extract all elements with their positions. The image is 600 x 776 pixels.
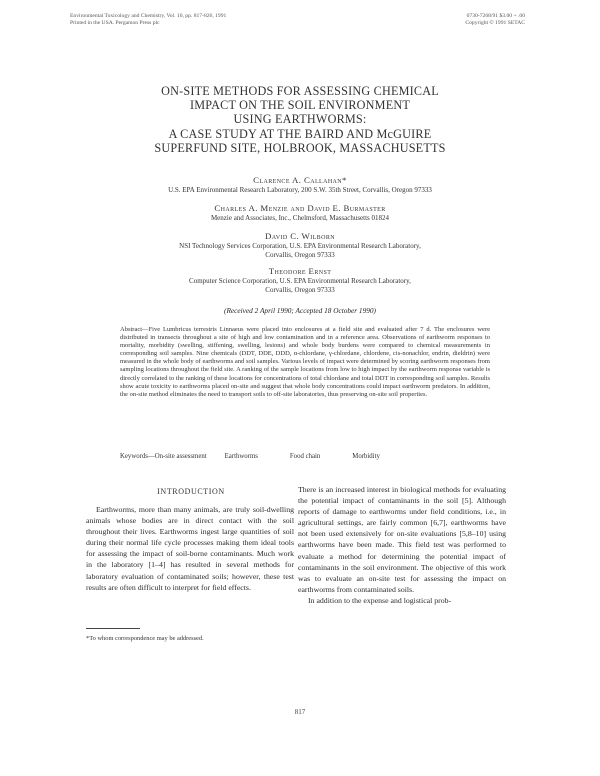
received-accepted-dates: (Received 2 April 1990; Accepted 18 October 1990) bbox=[224, 306, 376, 315]
page-number: 817 bbox=[294, 708, 306, 716]
abstract-label: Abstract bbox=[120, 326, 143, 333]
paragraph: There is an increased interest in biological methods for evaluating the potential impact of contaminants in the soil [5]. Although reports of damage to earthworms under field conditions, i.e., in agricultural settings, are fairly common [6,7], earthworms have not been used extensively for on-site evaluations [5,8–10] using earthworms have been made. This field test was performed to evaluate a method for determining the potential impact of contaminants in the soil environment. The objective of this work was to evaluate an on-site test for assessing the impact on earthworms from contaminated soils. bbox=[298, 485, 506, 594]
author-block-2 bbox=[60, 203, 540, 223]
title-line: SUPERFUND SITE, HOLBROOK, MASSACHUSETTS bbox=[154, 140, 446, 155]
journal-citation: Environmental Toxicology and Chemistry, Vol. 10, pp. 817-826, 1991 bbox=[70, 13, 227, 19]
keyword: Morbidity bbox=[352, 453, 380, 460]
abstract-text: —Five Lumbricus terrestris Linnaeus were placed into enclosures at a field site and evaluated after 7 d. The enclosures were distributed in transects throughout a site of high and low contamination and in a reference area. Observations of earthworm responses to mortality, morbidity (swelling, stiffening, swelling, lesions) and whole body burdens were compared to chemical measurements in corresponding soil samples. Nine chemicals (DDT, DDE, DDD, α-chlordane, γ-chlordane, chlordene, cis-nonachlor, endrin, dieldrin) were measured in the whole body of earthworms and soil samples. Various levels of impact were determined by scoring earthworm responses from sampling locations throughout the field site. A ranking of the sample locations from low to high impact by the earthworm response variable is directly correlated to the ranking of these locations for concentrations of total chlordane and total DDT in corresponding soil samples. Results show acute toxicity to earthworms placed on-site and suggest that whole body concentrations could impact earthworm predators. In addition, the on-site method eliminates the need to transport soils to off-site laboratories, thus preserving on-site soil properties. bbox=[120, 326, 490, 398]
author-block-1 bbox=[60, 175, 540, 195]
title-line: IMPACT ON THE SOIL ENVIRONMENT bbox=[190, 98, 410, 113]
keyword: Keywords—On-site assessment bbox=[120, 453, 207, 460]
keyword: Food chain bbox=[289, 453, 321, 460]
author-name: Clarence A. Callahan* bbox=[253, 175, 347, 185]
author-affiliation: Corvallis, Oregon 97333 bbox=[265, 250, 335, 259]
author-affiliation: Menzie and Associates, Inc., Chelmsford, Massachusetts 01824 bbox=[210, 214, 390, 222]
paragraph: Earthworms, more than many animals, are truly soil-dwelling animals whose bodies are in direct contact with the soil throughout their lives. Earthworms ingest large quantities of soil during their normal life cycle processes making them ideal tools for assessing the impact of soil-borne contaminants. Much work in the laboratory [1–4] has resulted in several methods for laboratory evaluation of contaminated soils; however, these test results are often difficult to interpret for field effects. bbox=[86, 505, 294, 592]
author-affiliation: NSI Technology Services Corporation, U.S. EPA Environmental Research Laboratory, bbox=[179, 242, 421, 250]
title-line: USING EARTHWORMS: bbox=[233, 112, 367, 127]
author-block-4 bbox=[60, 266, 540, 295]
footnote: *To whom correspondence may be addressed. bbox=[86, 635, 204, 642]
section-heading: INTRODUCTION bbox=[157, 487, 225, 496]
copyright-header bbox=[465, 13, 525, 27]
right-column bbox=[298, 484, 506, 606]
title-line: A CASE STUDY AT THE BAIRD AND McGUIRE bbox=[168, 126, 432, 141]
paper-title bbox=[60, 84, 540, 155]
author-affiliation: U.S. EPA Environmental Research Laboratory, 200 S.W. 35th Street, Corvallis, Oregon 97333 bbox=[168, 186, 432, 194]
author-affiliation: Corvallis, Oregon 97333 bbox=[265, 285, 335, 294]
price-code: 0730-7268/91 $3.00 + .00 bbox=[466, 13, 525, 19]
author-name: Charles A. Menzie and David E. Burmaster bbox=[214, 203, 386, 213]
footnote-rule bbox=[86, 628, 140, 629]
author-block-3 bbox=[60, 231, 540, 260]
title-line: ON-SITE METHODS FOR ASSESSING CHEMICAL bbox=[161, 84, 439, 98]
publisher-line: Printed in the USA. Pergamon Press plc bbox=[70, 20, 160, 27]
journal-header bbox=[70, 13, 226, 27]
paragraph: In addition to the expense and logistical prob- bbox=[308, 595, 452, 605]
author-affiliation: Computer Science Corporation, U.S. EPA Environmental Research Laboratory, bbox=[189, 277, 411, 285]
copyright-line: Copyright © 1991 SETAC bbox=[465, 20, 525, 27]
keyword: Earthworms bbox=[224, 453, 258, 460]
keywords bbox=[120, 453, 490, 460]
left-column bbox=[86, 504, 294, 593]
author-name: David C. Wilborn bbox=[265, 231, 335, 241]
author-name: Theodore Ernst bbox=[268, 266, 332, 276]
abstract bbox=[120, 326, 490, 399]
